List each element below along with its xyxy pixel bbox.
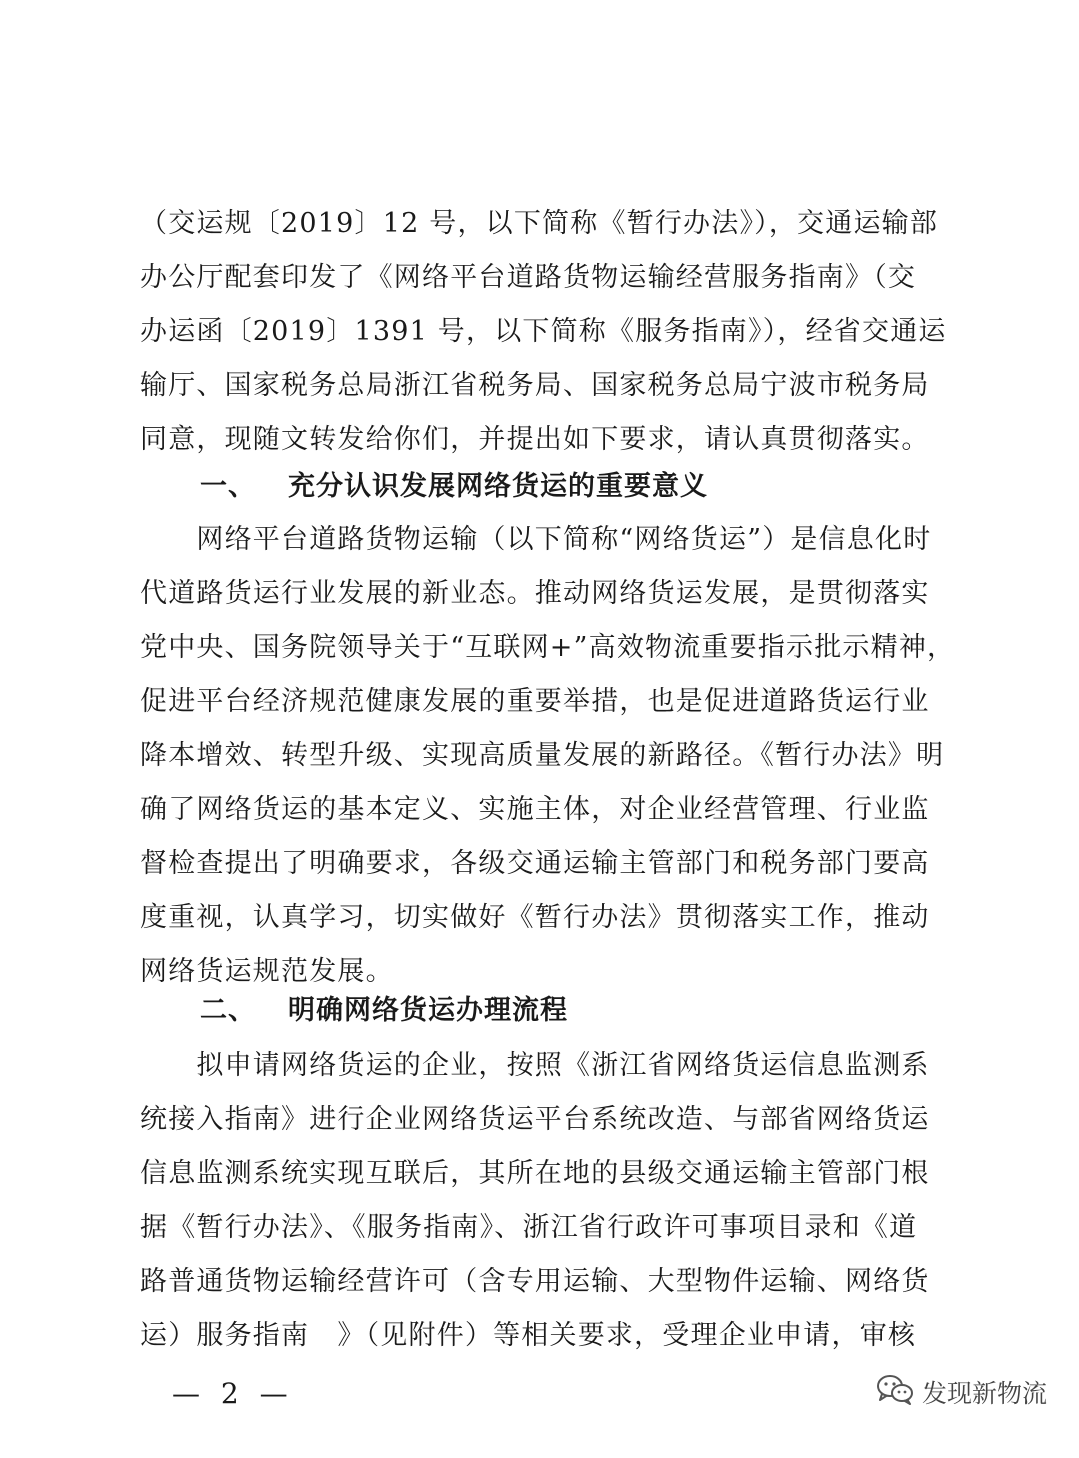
wechat-icon bbox=[876, 1373, 914, 1411]
text-line: 信息监测系统实现互联后，其所在地的县级交通运输主管部门根 bbox=[140, 1158, 930, 1189]
section-heading-1 bbox=[200, 468, 708, 506]
text-line: 网络平台道路货物运输（以下简称“网络货运”）是信息化时 bbox=[140, 524, 932, 555]
section-title: 充分认识发展网络货运的重要意义 bbox=[288, 471, 708, 502]
watermark bbox=[876, 1372, 1047, 1412]
section-number: 二、 bbox=[200, 995, 256, 1026]
watermark-text: 发现新物流 bbox=[921, 1379, 1047, 1408]
text-line: 党中央、国务院领导关于“互联网+”高效物流重要指示批示精神， bbox=[140, 632, 956, 663]
section-title: 明确网络货运办理流程 bbox=[288, 995, 568, 1026]
text-line: 办公厅配套印发了《网络平台道路货物运输经营服务指南》（交 bbox=[140, 262, 917, 293]
text-line: 确了网络货运的基本定义、实施主体，对企业经营管理、行业监 bbox=[140, 794, 930, 825]
text-line: 据《暂行办法》、《服务指南》、浙江省行政许可事项目录和《道 bbox=[140, 1212, 918, 1243]
page-number: — 2 — bbox=[172, 1377, 294, 1410]
text-line: 拟申请网络货运的企业，按照《浙江省网络货运信息监测系 bbox=[140, 1050, 930, 1081]
text-line: 网络货运规范发展。 bbox=[140, 956, 394, 987]
text-line: （交运规〔2019〕12 号，以下简称《暂行办法》），交通运输部 bbox=[140, 208, 939, 239]
text-line: 统接入指南》进行企业网络货运平台系统改造、与部省网络货运 bbox=[140, 1104, 930, 1135]
text-line: 路普通货物运输经营许可（含专用运输、大型物件运输、网络货 bbox=[140, 1266, 930, 1297]
text-line: 同意，现随文转发给你们，并提出如下要求，请认真贯彻落实。 bbox=[140, 424, 930, 455]
text-line: 输厅、国家税务总局浙江省税务局、国家税务总局宁波市税务局 bbox=[140, 370, 930, 401]
section-number: 一、 bbox=[200, 471, 256, 502]
text-line: 代道路货运行业发展的新业态。推动网络货运发展，是贯彻落实 bbox=[140, 578, 930, 609]
text-line: 办运函〔2019〕1391 号，以下简称《服务指南》），经省交通运 bbox=[140, 316, 947, 347]
text-line: 降本增效、转型升级、实现高质量发展的新路径。《暂行办法》明 bbox=[140, 740, 945, 771]
section-heading-2 bbox=[200, 992, 568, 1030]
text-line: 度重视，认真学习，切实做好《暂行办法》贯彻落实工作，推动 bbox=[140, 902, 930, 933]
text-line: 促进平台经济规范健康发展的重要举措，也是促进道路货运行业 bbox=[140, 686, 930, 717]
text-line: 运）服务指南 》（见附件）等相关要求，受理企业申请，审核 bbox=[140, 1320, 917, 1351]
text-line: 督检查提出了明确要求，各级交通运输主管部门和税务部门要高 bbox=[140, 848, 930, 879]
